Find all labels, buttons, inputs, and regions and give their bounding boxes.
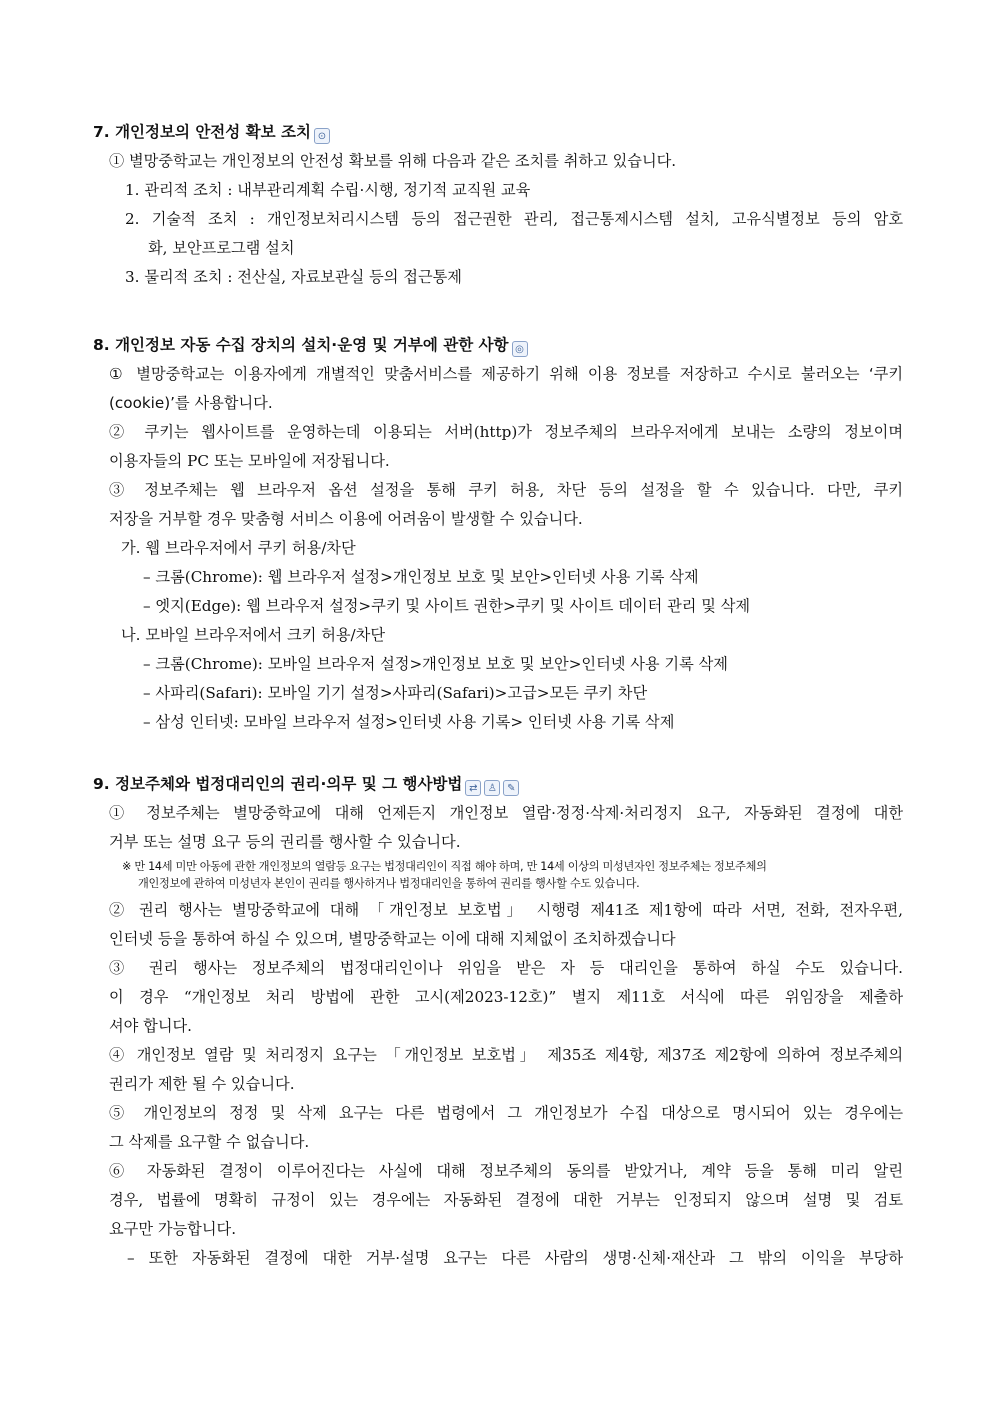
- s8-line-9: – 엣지(Edge): 웹 브라우저 설정>쿠키 및 사이트 권한>쿠키 및 사이트 데이터 관리 및 삭제: [143, 597, 751, 615]
- s8-line-7: 가. 웹 브라우저에서 쿠키 허용/차단: [121, 539, 356, 557]
- s9-line-1: ① 정보주체는 별망중학교에 대해 언제든지 개인정보 열람·정정·삭제·처리정지 요구, 자동화된 결정에 대한: [109, 804, 903, 822]
- s7-line-2: 1. 관리적 조치 : 내부관리계획 수립·시행, 정기적 교직원 교육: [125, 181, 531, 199]
- s9-line-5: ③ 권리 행사는 정보주체의 법정대리인이나 위임을 받은 자 등 대리인을 통하여 하실 수도 있습니다.: [109, 959, 903, 977]
- s8-line-12: – 사파리(Safari): 모바일 기기 설정>사파리(Safari)>고급>모든 쿠키 차단: [143, 684, 648, 702]
- s8-line-2: (cookie)’를 사용합니다.: [109, 394, 273, 412]
- s9-line-13: 경우, 법률에 명확히 규정이 있는 경우에는 자동화된 결정에 대한 거부는 인정되지 않으며 설명 및 검토: [109, 1191, 903, 1209]
- s9-note-2: 개인정보에 관하여 미성년자 본인이 권리를 행사하거나 법정대리인을 통하여 권리를 행사할 수도 있습니다.: [138, 877, 640, 890]
- s9-line-9: 권리가 제한 될 수 있습니다.: [109, 1075, 295, 1093]
- s8-line-11: – 크롬(Chrome): 모바일 브라우저 설정>개인정보 보호 및 보안>인터넷 사용 기록 삭제: [143, 655, 728, 673]
- s8-line-10: 나. 모바일 브라우저에서 크키 허용/차단: [121, 626, 385, 644]
- section-7: [93, 120, 903, 292]
- s9-line-7: 셔야 합니다.: [109, 1017, 193, 1035]
- s7-line-4: 화, 보안프로그램 설치: [148, 239, 295, 257]
- section-8: [93, 333, 903, 737]
- s8-line-13: – 삼성 인터넷: 모바일 브라우저 설정>인터넷 사용 기록> 인터넷 사용 기록 삭제: [143, 713, 675, 731]
- s9-line-15: – 또한 자동화된 결정에 대한 거부·설명 요구는 다른 사람의 생명·신체·재산과 그 밖의 이익을 부당하: [127, 1249, 903, 1267]
- s9-line-12: ⑥ 자동화된 결정이 이루어진다는 사실에 대해 정보주체의 동의를 받았거나, 계약 등을 통해 미리 알린: [109, 1162, 903, 1180]
- s8-line-8: – 크롬(Chrome): 웹 브라우저 설정>개인정보 보호 및 보안>인터넷 사용 기록 삭제: [143, 568, 699, 586]
- rights-icon: ⇄: [465, 780, 481, 796]
- section-9-title: 9. 정보주체와 법정대리인의 권리·의무 및 그 행사방법 ⇄ ♙ ✎: [93, 772, 903, 796]
- s8-line-5: ③ 정보주체는 웹 브라우저 옵션 설정을 통해 쿠키 허용, 차단 등의 설정을 할 수 있습니다. 다만, 쿠키: [109, 481, 903, 499]
- s9-line-3: ② 권리 행사는 별망중학교에 대해 「개인정보 보호법」 시행령 제41조 제1항에 따라 서면, 전화, 전자우편,: [109, 901, 903, 919]
- s8-line-4: 이용자들의 PC 또는 모바일에 저장됩니다.: [109, 452, 390, 470]
- s7-line-1: ① 별망중학교는 개인정보의 안전성 확보를 위해 다음과 같은 조치를 취하고 있습니다.: [109, 152, 677, 170]
- section-8-title: 8. 개인정보 자동 수집 장치의 설치·운영 및 거부에 관한 사항 ◎: [93, 333, 903, 357]
- s9-line-14: 요구만 가능합니다.: [109, 1220, 237, 1238]
- s8-line-6: 저장을 거부할 경우 맞춤형 서비스 이용에 어려움이 발생할 수 있습니다.: [109, 510, 583, 528]
- s9-line-2: 거부 또는 설명 요구 등의 권리를 행사할 수 있습니다.: [109, 833, 461, 851]
- person-icon: ♙: [484, 780, 500, 796]
- section-7-title: 7. 개인정보의 안전성 확보 조치 ⊙: [93, 120, 903, 144]
- request-icon: ✎: [503, 780, 519, 796]
- s9-line-6: 이 경우 “개인정보 처리 방법에 관한 고시(제2023-12호)” 별지 제11호 서식에 따른 위임장을 제출하: [109, 988, 903, 1006]
- s7-line-3: 2. 기술적 조치 : 개인정보처리시스템 등의 접근권한 관리, 접근통제시스템 설치, 고유식별정보 등의 암호: [125, 210, 903, 228]
- s9-line-10: ⑤ 개인정보의 정정 및 삭제 요구는 다른 법령에서 그 개인정보가 수집 대상으로 명시되어 있는 경우에는: [109, 1104, 903, 1122]
- s8-line-3: ② 쿠키는 웹사이트를 운영하는데 이용되는 서버(http)가 정보주체의 브라우저에게 보내는 소량의 정보이며: [109, 423, 903, 441]
- security-measure-icon: ⊙: [314, 128, 330, 144]
- section-9: [93, 772, 903, 1273]
- s7-line-5: 3. 물리적 조치 : 전산실, 자료보관실 등의 접근통제: [125, 268, 462, 286]
- s9-line-11: 그 삭제를 요구할 수 없습니다.: [109, 1133, 310, 1151]
- cookie-icon: ◎: [512, 341, 528, 357]
- s9-line-4: 인터넷 등을 통하여 하실 수 있으며, 별망중학교는 이에 대해 지체없이 조치하겠습니다: [109, 930, 676, 948]
- s9-note-1: ※ 만 14세 미만 아동에 관한 개인정보의 열람등 요구는 법정대리인이 직접 해야 하며, 만 14세 이상의 미성년자인 정보주체는 정보주체의: [122, 860, 767, 873]
- s8-line-1: ① 별망중학교는 이용자에게 개별적인 맞춤서비스를 제공하기 위해 이용 정보를 저장하고 수시로 불러오는 ‘쿠키: [109, 365, 903, 383]
- s9-line-8: ④ 개인정보 열람 및 처리정지 요구는 「개인정보 보호법」 제35조 제4항, 제37조 제2항에 의하여 정보주체의: [109, 1046, 903, 1064]
